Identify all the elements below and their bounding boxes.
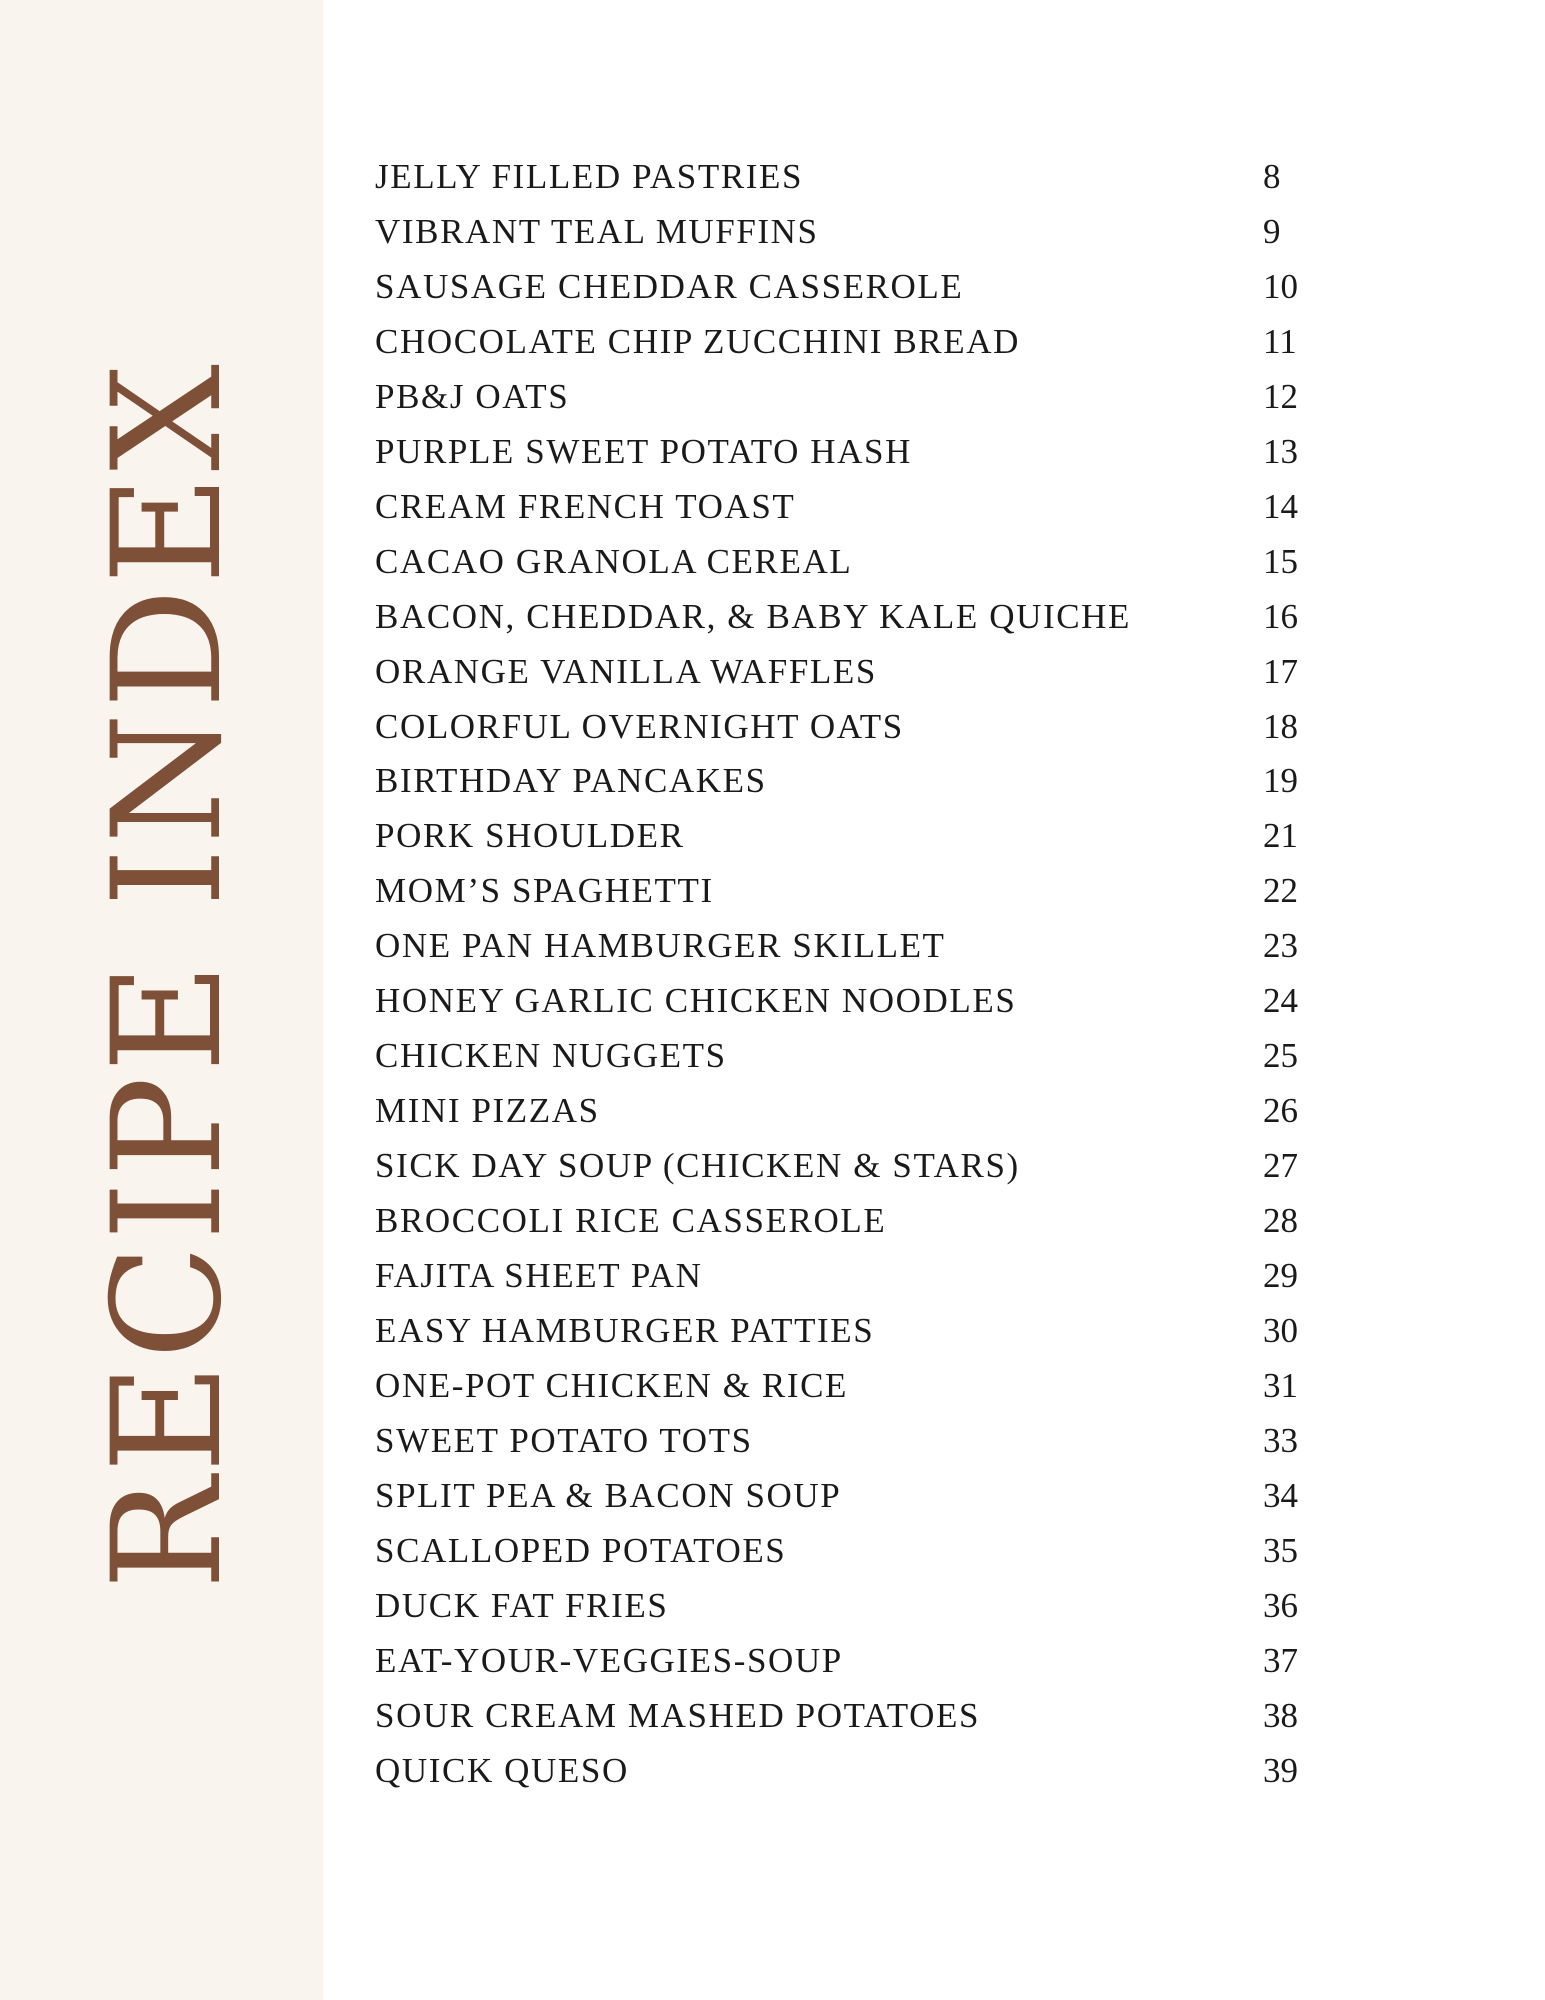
recipe-name: MOM’S SPAGHETTI [375, 871, 714, 911]
page-number: 8 [1263, 157, 1281, 196]
index-entry [375, 1696, 1305, 1736]
page-number: 23 [1263, 926, 1298, 966]
recipe-name: CACAO GRANOLA CEREAL [375, 541, 853, 581]
recipe-name: PB&J OATS [375, 376, 570, 416]
index-entry [375, 597, 1305, 637]
page-number: 10 [1263, 266, 1298, 306]
recipe-name: FAJITA SHEET PAN [375, 1256, 703, 1295]
recipe-name: SOUR CREAM MASHED POTATOES [375, 1695, 981, 1735]
page-number: 28 [1263, 1201, 1298, 1241]
index-entry [375, 1751, 1305, 1791]
recipe-name: JELLY FILLED PASTRIES [375, 157, 804, 196]
index-entry [375, 761, 1305, 801]
page-number: 24 [1263, 981, 1298, 1021]
recipe-name: QUICK QUESO [375, 1750, 629, 1790]
index-entry [375, 1476, 1305, 1516]
recipe-name: VIBRANT TEAL MUFFINS [375, 211, 819, 251]
page-number: 11 [1263, 321, 1297, 361]
page-number: 27 [1263, 1146, 1298, 1186]
recipe-name: EAT-YOUR-VEGGIES-SOUP [375, 1640, 843, 1680]
index-entry [375, 816, 1305, 856]
index-entry [375, 212, 1305, 252]
page-number: 38 [1263, 1695, 1298, 1735]
index-entry [375, 1036, 1305, 1076]
recipe-name: CHOCOLATE CHIP ZUCCHINI BREAD [375, 321, 1020, 361]
page-number: 16 [1263, 596, 1298, 636]
index-entry [375, 1641, 1305, 1681]
index-entry [375, 267, 1305, 307]
page-title: RECIPE INDEX [81, 360, 255, 1590]
page-number: 19 [1263, 761, 1298, 801]
recipe-name: CREAM FRENCH TOAST [375, 486, 796, 526]
recipe-name: SCALLOPED POTATOES [375, 1530, 787, 1570]
index-entry [375, 652, 1305, 692]
page-number: 39 [1263, 1750, 1298, 1790]
index-entry [375, 707, 1305, 747]
page-number: 13 [1263, 431, 1298, 471]
recipe-name: DUCK FAT FRIES [375, 1585, 669, 1625]
page-number: 12 [1263, 376, 1298, 416]
index-entry [375, 1311, 1305, 1351]
page-number: 9 [1263, 211, 1281, 251]
page-number: 17 [1263, 651, 1298, 691]
recipe-name: BIRTHDAY PANCAKES [375, 761, 767, 801]
page-number: 22 [1263, 871, 1298, 911]
recipe-name: COLORFUL OVERNIGHT OATS [375, 706, 904, 746]
recipe-name: PURPLE SWEET POTATO HASH [375, 431, 912, 471]
page-number: 15 [1263, 541, 1298, 581]
recipe-name: BACON, CHEDDAR, & BABY KALE QUICHE [375, 596, 1132, 636]
index-entry [375, 981, 1305, 1021]
recipe-name: PORK SHOULDER [375, 816, 685, 856]
index-entry [375, 1531, 1305, 1571]
index-entry [375, 1421, 1305, 1461]
page-number: 26 [1263, 1091, 1298, 1131]
index-entry [375, 1201, 1305, 1241]
recipe-name: CHICKEN NUGGETS [375, 1036, 727, 1076]
index-entry [375, 377, 1305, 417]
recipe-name: SAUSAGE CHEDDAR CASSEROLE [375, 266, 964, 306]
index-entry [375, 926, 1305, 966]
page-number: 35 [1263, 1530, 1298, 1570]
page-number: 33 [1263, 1420, 1298, 1460]
index-entry [375, 542, 1305, 582]
page-number: 31 [1263, 1365, 1298, 1405]
index-entry [375, 487, 1305, 527]
index-entry [375, 1146, 1305, 1186]
index-entry [375, 1366, 1305, 1406]
recipe-name: MINI PIZZAS [375, 1091, 600, 1131]
index-entry [375, 1256, 1305, 1296]
recipe-name: SWEET POTATO TOTS [375, 1420, 753, 1460]
index-entry [375, 322, 1305, 362]
page-number: 29 [1263, 1256, 1298, 1295]
recipe-name: ORANGE VANILLA WAFFLES [375, 651, 877, 691]
page-number: 34 [1263, 1475, 1298, 1515]
page-number: 37 [1263, 1640, 1298, 1680]
index-entry [375, 871, 1305, 911]
index-entry [375, 157, 1305, 197]
recipe-name: ONE-POT CHICKEN & RICE [375, 1365, 849, 1405]
page-number: 36 [1263, 1585, 1298, 1625]
index-entry [375, 1586, 1305, 1626]
recipe-name: BROCCOLI RICE CASSEROLE [375, 1201, 887, 1241]
index-entry [375, 432, 1305, 472]
page-number: 21 [1263, 816, 1298, 856]
recipe-name: ONE PAN HAMBURGER SKILLET [375, 926, 946, 966]
index-entry [375, 1091, 1305, 1131]
recipe-name: EASY HAMBURGER PATTIES [375, 1310, 875, 1350]
recipe-name: SICK DAY SOUP (CHICKEN & STARS) [375, 1146, 1020, 1186]
page-number: 25 [1263, 1036, 1298, 1076]
page-number: 30 [1263, 1310, 1298, 1350]
page-number: 14 [1263, 486, 1298, 526]
recipe-name: SPLIT PEA & BACON SOUP [375, 1475, 842, 1515]
page-number: 18 [1263, 706, 1298, 746]
recipe-name: HONEY GARLIC CHICKEN NOODLES [375, 981, 1017, 1021]
